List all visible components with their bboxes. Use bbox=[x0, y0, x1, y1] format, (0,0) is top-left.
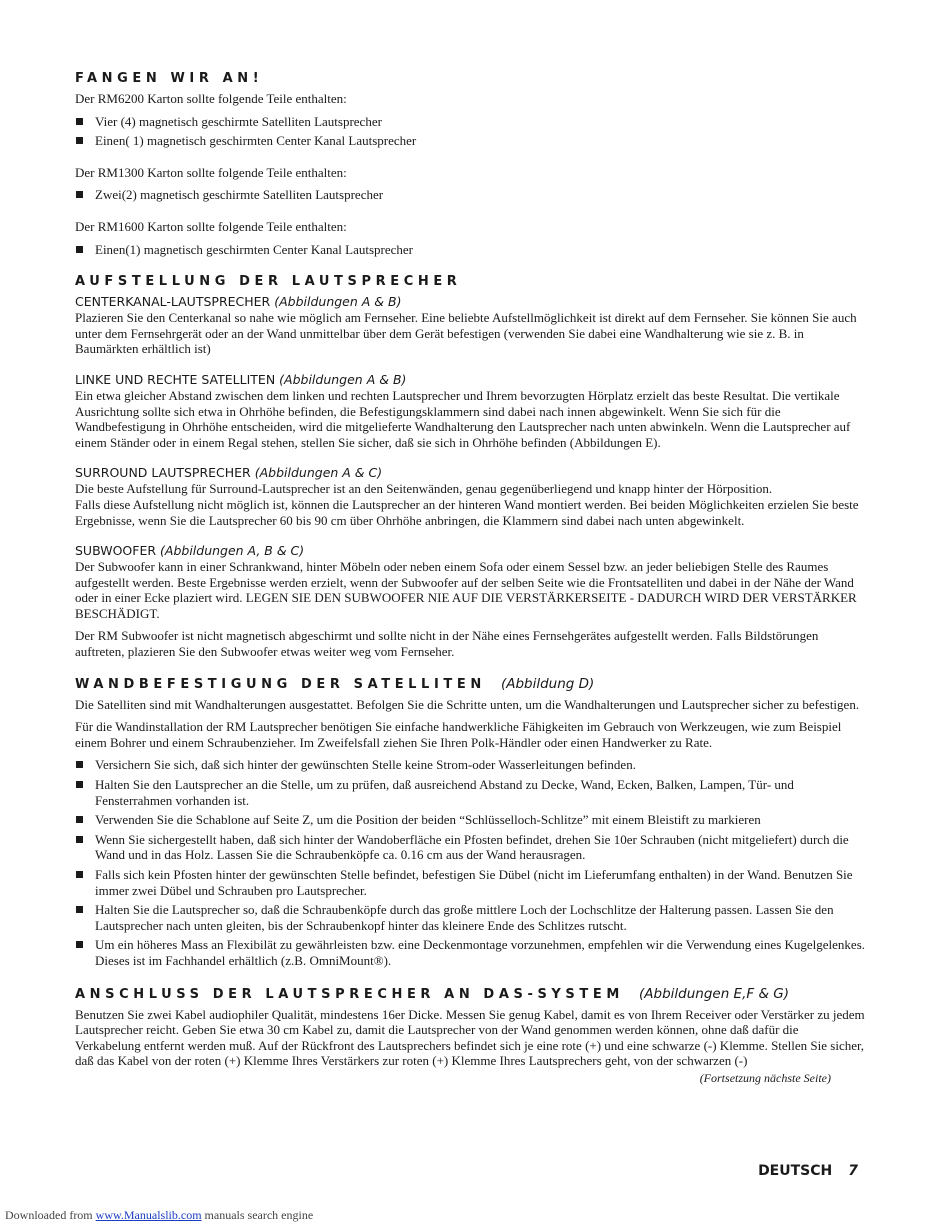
wall-mounting-steps bbox=[75, 757, 865, 968]
list-item: Verwenden Sie die Schablone auf Seite Z, um die Position der beiden “Schlüsselloch-Schlitze” mit einem Bleistift zu markieren bbox=[75, 812, 865, 828]
list-item: Wenn Sie sichergestellt haben, daß sich hinter der Wandoberfläche ein Pfosten befindet, drehen Sie 10er Schrauben (nicht mitgeliefert) durch die Wand und in das Holz. Lassen Sie die Schraubenköpfe ca. 0.16 cm aus der Wand herausragen. bbox=[75, 832, 865, 863]
page-footer-label bbox=[758, 1163, 858, 1179]
manualslib-link[interactable]: www.Manualslib.com bbox=[95, 1208, 202, 1222]
subheading-center-channel bbox=[75, 294, 865, 310]
section-heading-speaker-placement: AUFSTELLUNG DER LAUTSPRECHER bbox=[75, 274, 462, 290]
rm6200-intro: Der RM6200 Karton sollte folgende Teile enthalten: bbox=[75, 91, 347, 106]
figure-reference: (Abbildungen E,F & G) bbox=[639, 985, 789, 1002]
front-satellites-text: Ein etwa gleicher Abstand zwischen dem linken und rechten Lautsprecher und Ihrem bevorzugten Hörplatz erzielt das beste Resultat. Die vertikale Ausrichtung sollte sich etwa in Ohrhöhe befinden, die Befestigungsklammern sind dabei nach innen abgewinkelt. Wenn Sie sich für die Wandbefestigung in Ohrhöhe entscheiden, wird die mitgelieferte Wandhalterung den Lautsprecher nach unten abwinkeln. Wenn die Lautsprecher auf einem Ständer oder in einem Regal stehen, stellen Sie sicher, daß sie sich in Ohrhöhe befinden (Abbildungen E). bbox=[75, 387, 851, 450]
surround-text-2: Falls diese Aufstellung nicht möglich ist, können die Lautsprecher an der hinteren Wand montiert werden. Bei beiden Möglichkeiten erzielen Sie beste Ergebnisse, wenn Sie die Lautsprecher 60 bis 90 cm über Ohrhöhe anbringen, die Klammern sind dabei nach unten abgewinkelt. bbox=[75, 496, 859, 528]
rm1300-contents-list bbox=[75, 187, 865, 203]
section-heading-getting-started: FANGEN WIR AN! bbox=[75, 71, 264, 86]
subheading-title: LINKE UND RECHTE SATELLITEN bbox=[75, 371, 276, 387]
heading-title: ANSCHLUSS DER LAUTSPRECHER AN DAS-SYSTEM bbox=[75, 986, 624, 1002]
section-heading-wall-mounting bbox=[75, 675, 865, 694]
wall-mounting-text-2: Für die Wandinstallation der RM Lautsprecher benötigen Sie einfache handwerkliche Fähigkeiten im Gebrauch von Werkzeugen, wie zum Beispiel einem Bohrer und einem Schraubenzieher. Im Zweifelsfall ziehen Sie Ihren Polk-Händler oder einen Handwerker zu Rate. bbox=[75, 719, 842, 750]
list-item: Halten Sie den Lautsprecher an die Stelle, um zu prüfen, daß ausreichend Abstand zu Decke, Wand, Ecken, Balken, Lampen, Tür- und Fensterrahmen vorhanden ist. bbox=[75, 777, 865, 808]
download-prefix: Downloaded from bbox=[5, 1208, 93, 1222]
page-number: 7 bbox=[848, 1163, 858, 1179]
list-item: Vier (4) magnetisch geschirmte Satelliten Lautsprecher bbox=[75, 114, 865, 130]
language-label: DEUTSCH bbox=[758, 1163, 833, 1179]
subheading-surround bbox=[75, 465, 865, 481]
subheading-front-satellites bbox=[75, 372, 865, 388]
manual-page bbox=[75, 70, 865, 1086]
center-channel-text: Plazieren Sie den Centerkanal so nahe wie möglich am Fernseher. Eine beliebte Aufstellmöglichkeit ist direkt auf dem Fernseher. Sie können Sie auch unter dem Fernsehrgerät oder an der Wand unmittelbar über dem Gerät befestigen (verwenden Sie dabei eine Wandhalterung wie sie z. B. in Baumärkten erhältlich ist) bbox=[75, 310, 857, 357]
wall-mounting-text-1: Die Satelliten sind mit Wandhalterungen ausgestattet. Befolgen Sie die Schritte unten, um die Wandhalterungen und Lautsprecher sicher zu befestigen. bbox=[75, 696, 860, 712]
subheading-title: SURROUND LAUTSPRECHER bbox=[75, 465, 251, 481]
surround-text-1: Die beste Aufstellung für Surround-Lautsprecher ist an den Seitenwänden, genau gegenüberliegend und knapp hinter der Hörposition. bbox=[75, 481, 773, 497]
download-suffix: manuals search engine bbox=[204, 1208, 314, 1222]
download-footer bbox=[5, 1208, 313, 1223]
heading-title: WANDBEFESTIGUNG DER SATELLITEN bbox=[75, 676, 486, 692]
section-heading-speaker-connection bbox=[75, 985, 865, 1004]
subwoofer-text-2: Der RM Subwoofer ist nicht magnetisch abgeschirmt und sollte nicht in der Nähe eines Fernsehgerätes aufgestellt werden. Falls Bildstörungen auftreten, plazieren Sie den Subwoofer etwas weiter weg vom Fernseher. bbox=[75, 628, 819, 660]
continued-note: (Fortsetzung nächste Seite) bbox=[699, 1070, 831, 1085]
rm6200-contents-list bbox=[75, 114, 865, 149]
figure-reference: (Abbildung D) bbox=[500, 675, 595, 692]
figure-reference: (Abbildungen A & C) bbox=[254, 465, 383, 481]
list-item: Halten Sie die Lautsprecher so, daß die Schraubenköpfe durch das große mittlere Loch der Lochschlitze der Halterung passen. Lassen Sie den Lautsprecher nach unten gleiten, bis der Schraubenkopf hinter das kleinere Ende des Schlitzes rutscht. bbox=[75, 902, 865, 933]
subheading-title: SUBWOOFER bbox=[75, 543, 157, 559]
subheading-title: CENTERKANAL-LAUTSPRECHER bbox=[75, 294, 271, 310]
figure-reference: (Abbildungen A, B & C) bbox=[160, 543, 305, 559]
connection-text: Benutzen Sie zwei Kabel audiophiler Qualität, mindestens 16er Dicke. Messen Sie genug Kabel, damit es von Ihrem Receiver oder Verstärker zu jedem Lautsprecher reicht. Geben Sie etwa 30 cm Kabel zu, damit die Lautsprecher von der Wand genommen werden können, ohne daß dafür die Verkabelung entfernt werden muß. Auf der Rückfront des Lautsprechers befindet sich je eine rote (+) und eine schwarze (-) Klemme. Stellen Sie sicher, daß das Kabel von der roten (+) Klemme Ihres Verstärkers zur roten (+) Klemme Ihres Lautsprechers geht, von der schwarzen (-) bbox=[75, 1006, 865, 1069]
list-item: Versichern Sie sich, daß sich hinter der gewünschten Stelle keine Strom-oder Wasserleitungen befinden. bbox=[75, 757, 865, 773]
list-item: Falls sich kein Pfosten hinter der gewünschten Stelle befindet, befestigen Sie Dübel (nicht im Lieferumfang enthalten) in der Wand. Benutzen Sie immer zwei Dübel und Schrauben pro Lautsprecher. bbox=[75, 867, 865, 898]
list-item: Einen( 1) magnetisch geschirmten Center Kanal Lautsprecher bbox=[75, 133, 865, 149]
list-item: Einen(1) magnetisch geschirmten Center Kanal Lautsprecher bbox=[75, 242, 865, 258]
rm1600-contents-list bbox=[75, 242, 865, 258]
list-item: Um ein höheres Mass an Flexibilät zu gewährleisten bzw. eine Deckenmontage vorzunehmen, empfehlen wir die Verwendung eines Kugelgelenkes. Dieses ist im Fachhandel erhältlich (z.B. OmniMount®). bbox=[75, 937, 865, 968]
subwoofer-text-1: Der Subwoofer kann in einer Schrankwand, hinter Möbeln oder neben einem Sofa oder einem Sessel bzw. an jeder beliebigen Stelle des Raumes aufgestellt werden. Beste Ergebnisse werden erzielt, wenn der Subwoofer auf der selben Seite wie die Frontsatelliten und dabei in der Nähe der Wand oder in einer Ecke plaziert wird. LEGEN SIE DEN SUBWOOFER NIE AUF DIE VERSTÄRKERSEITE - DADURCH WIRD DER VERSTÄRKER BESCHÄDIGT. bbox=[75, 559, 857, 621]
list-item: Zwei(2) magnetisch geschirmte Satelliten Lautsprecher bbox=[75, 187, 865, 203]
figure-reference: (Abbildungen A & B) bbox=[279, 371, 407, 387]
rm1600-intro: Der RM1600 Karton sollte folgende Teile enthalten: bbox=[75, 218, 347, 234]
rm1300-intro: Der RM1300 Karton sollte folgende Teile enthalten: bbox=[75, 164, 347, 180]
figure-reference: (Abbildungen A & B) bbox=[274, 294, 402, 310]
subheading-subwoofer bbox=[75, 543, 865, 559]
